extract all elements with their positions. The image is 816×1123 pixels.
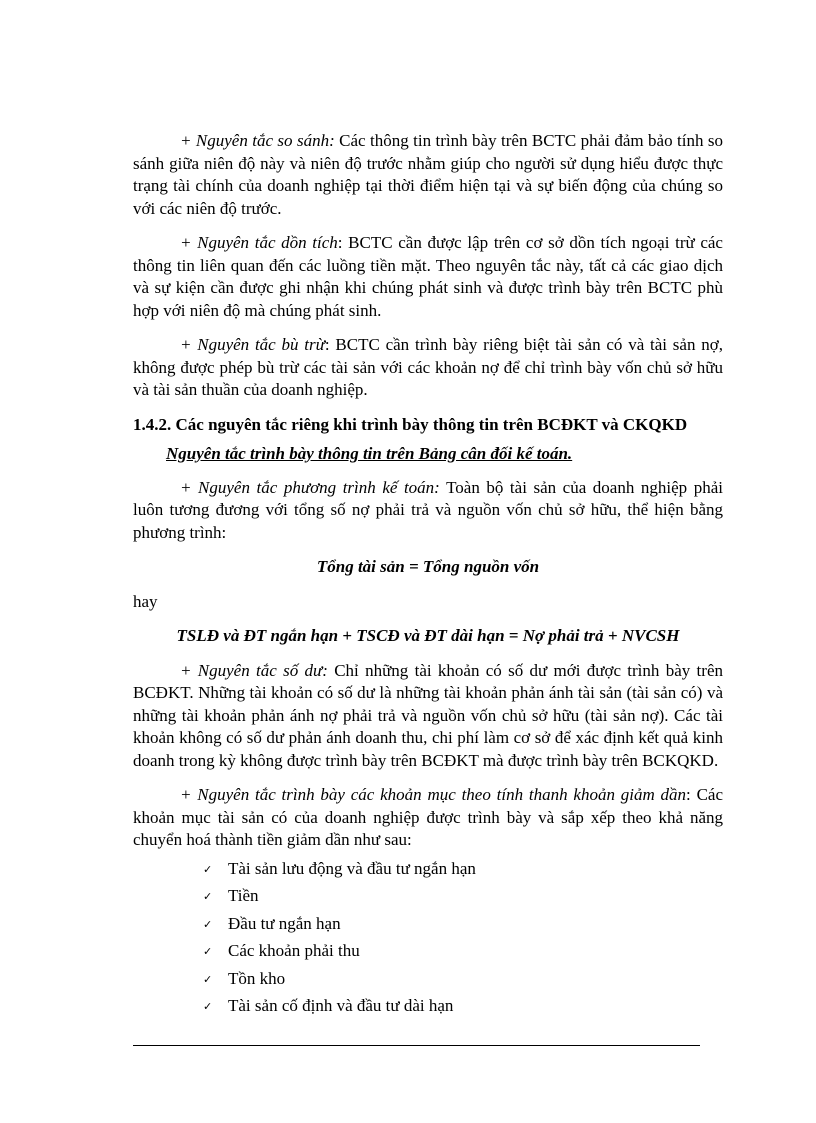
paragraph-text: : Các khoản mục tài sản có của doanh nghiệp được trình bày và sắp xếp theo khả năng chuyển hoá thành tiền giảm dần như sau: — [133, 785, 723, 849]
paragraph-text: Chỉ những tài khoản có số dư mới được trình bày trên BCĐKT. Những tài khoản có số dư là những tài khoản phản ánh tài sản (tài sản có) và những tài khoản phản ánh nợ phải trả và nguồn vốn chủ sở hữu (tài sản nợ). Các tài khoản không có số dư phản ánh doanh thu, chi phí làm cơ sở để xác định kết quả kinh doanh trong kỳ không được trình bày trên BCĐKT mà được trình bày trên BCKQKD. — [133, 660, 723, 770]
check-icon: ✓ — [203, 862, 213, 876]
section-heading: 1.4.2. Các nguyên tắc riêng khi trình bày thông tin trên BCĐKT và CKQKD — [133, 414, 688, 434]
paragraph-liquidity-principle — [133, 784, 723, 852]
paragraph-accrual-principle — [133, 232, 723, 322]
list-item-text: Tiền — [228, 886, 259, 905]
list-item — [133, 885, 723, 913]
principle-label: + Nguyên tắc số dư: — [180, 660, 328, 680]
document-page — [133, 130, 723, 1023]
principle-label: + Nguyên tắc trình bày các khoản mục theo tính thanh khoản giảm dần — [180, 785, 687, 804]
list-item-text: Tài sản cố định và đầu tư dài hạn — [228, 996, 454, 1015]
principle-label: + Nguyên tắc dồn tích — [180, 233, 338, 252]
list-item-text: Tồn kho — [228, 968, 286, 988]
paragraph-equation-principle — [133, 477, 723, 545]
principle-label: + Nguyên tắc phương trình kế toán: — [180, 477, 440, 497]
check-icon: ✓ — [203, 972, 213, 986]
list-item-text: Các khoản phải thu — [228, 941, 360, 960]
principle-label: + Nguyên tắc bù trừ — [180, 335, 325, 354]
paragraph-text: Toàn bộ tài sản của doanh nghiệp phải luôn tương đương với tổng số nợ phải trả và nguồn vốn chủ sở hữu, thể hiện bằng phương trình: — [133, 477, 723, 542]
check-icon: ✓ — [203, 917, 213, 931]
connector-text: hay — [133, 591, 158, 611]
list-item — [133, 858, 723, 886]
list-item — [133, 995, 723, 1023]
sub-heading: Nguyên tắc trình bày thông tin trên Bảng cân đối kế toán. — [166, 444, 573, 463]
list-item — [133, 968, 723, 996]
paragraph-balance-principle — [133, 660, 723, 773]
list-item — [133, 940, 723, 968]
check-icon: ✓ — [203, 945, 213, 958]
formula-total-assets: Tổng tài sản = Tổng nguồn vốn — [316, 557, 540, 576]
paragraph-text: : BCTC cần trình bày riêng biệt tài sản có và tài sản nợ, không được phép bù trừ các tài sản với các khoản nợ để chỉ trình bày vốn chủ sở hữu và tài sản thuần của doanh nghiệp. — [133, 335, 723, 399]
paragraph-comparison-principle — [133, 130, 723, 220]
check-icon: ✓ — [203, 890, 213, 903]
list-item — [133, 913, 723, 941]
paragraph-text: Các thông tin trình bày trên BCTC phải đảm bảo tính so sánh giữa niên độ này và niên độ trước nhằm giúp cho người sử dụng hiểu được thực trạng tài chính của doanh nghiệp tại thời điểm hiện tại và sự biến động của chúng so với các niên độ trước. — [133, 131, 724, 218]
footer-divider — [133, 1045, 700, 1046]
formula-balance-sheet: TSLĐ và ĐT ngắn hạn + TSCĐ và ĐT dài hạn = Nợ phải trả + NVCSH — [176, 626, 680, 645]
list-item-text: Đầu tư ngắn hạn — [228, 913, 341, 933]
principle-label: + Nguyên tắc so sánh: — [180, 131, 335, 150]
asset-list — [133, 858, 723, 1023]
paragraph-offset-principle — [133, 334, 723, 402]
list-item-text: Tài sản lưu động và đầu tư ngắn hạn — [228, 858, 476, 878]
paragraph-text: : BCTC cần được lập trên cơ sở dồn tích ngoại trừ các thông tin liên quan đến các luồng tiền mặt. Theo nguyên tắc này, tất cả các giao dịch và sự kiện cần được ghi nhận khi chúng phát sinh và được trình bày trên BCTC phù hợp với niên độ mà chúng phát sinh. — [133, 233, 723, 320]
check-icon: ✓ — [203, 1000, 213, 1013]
